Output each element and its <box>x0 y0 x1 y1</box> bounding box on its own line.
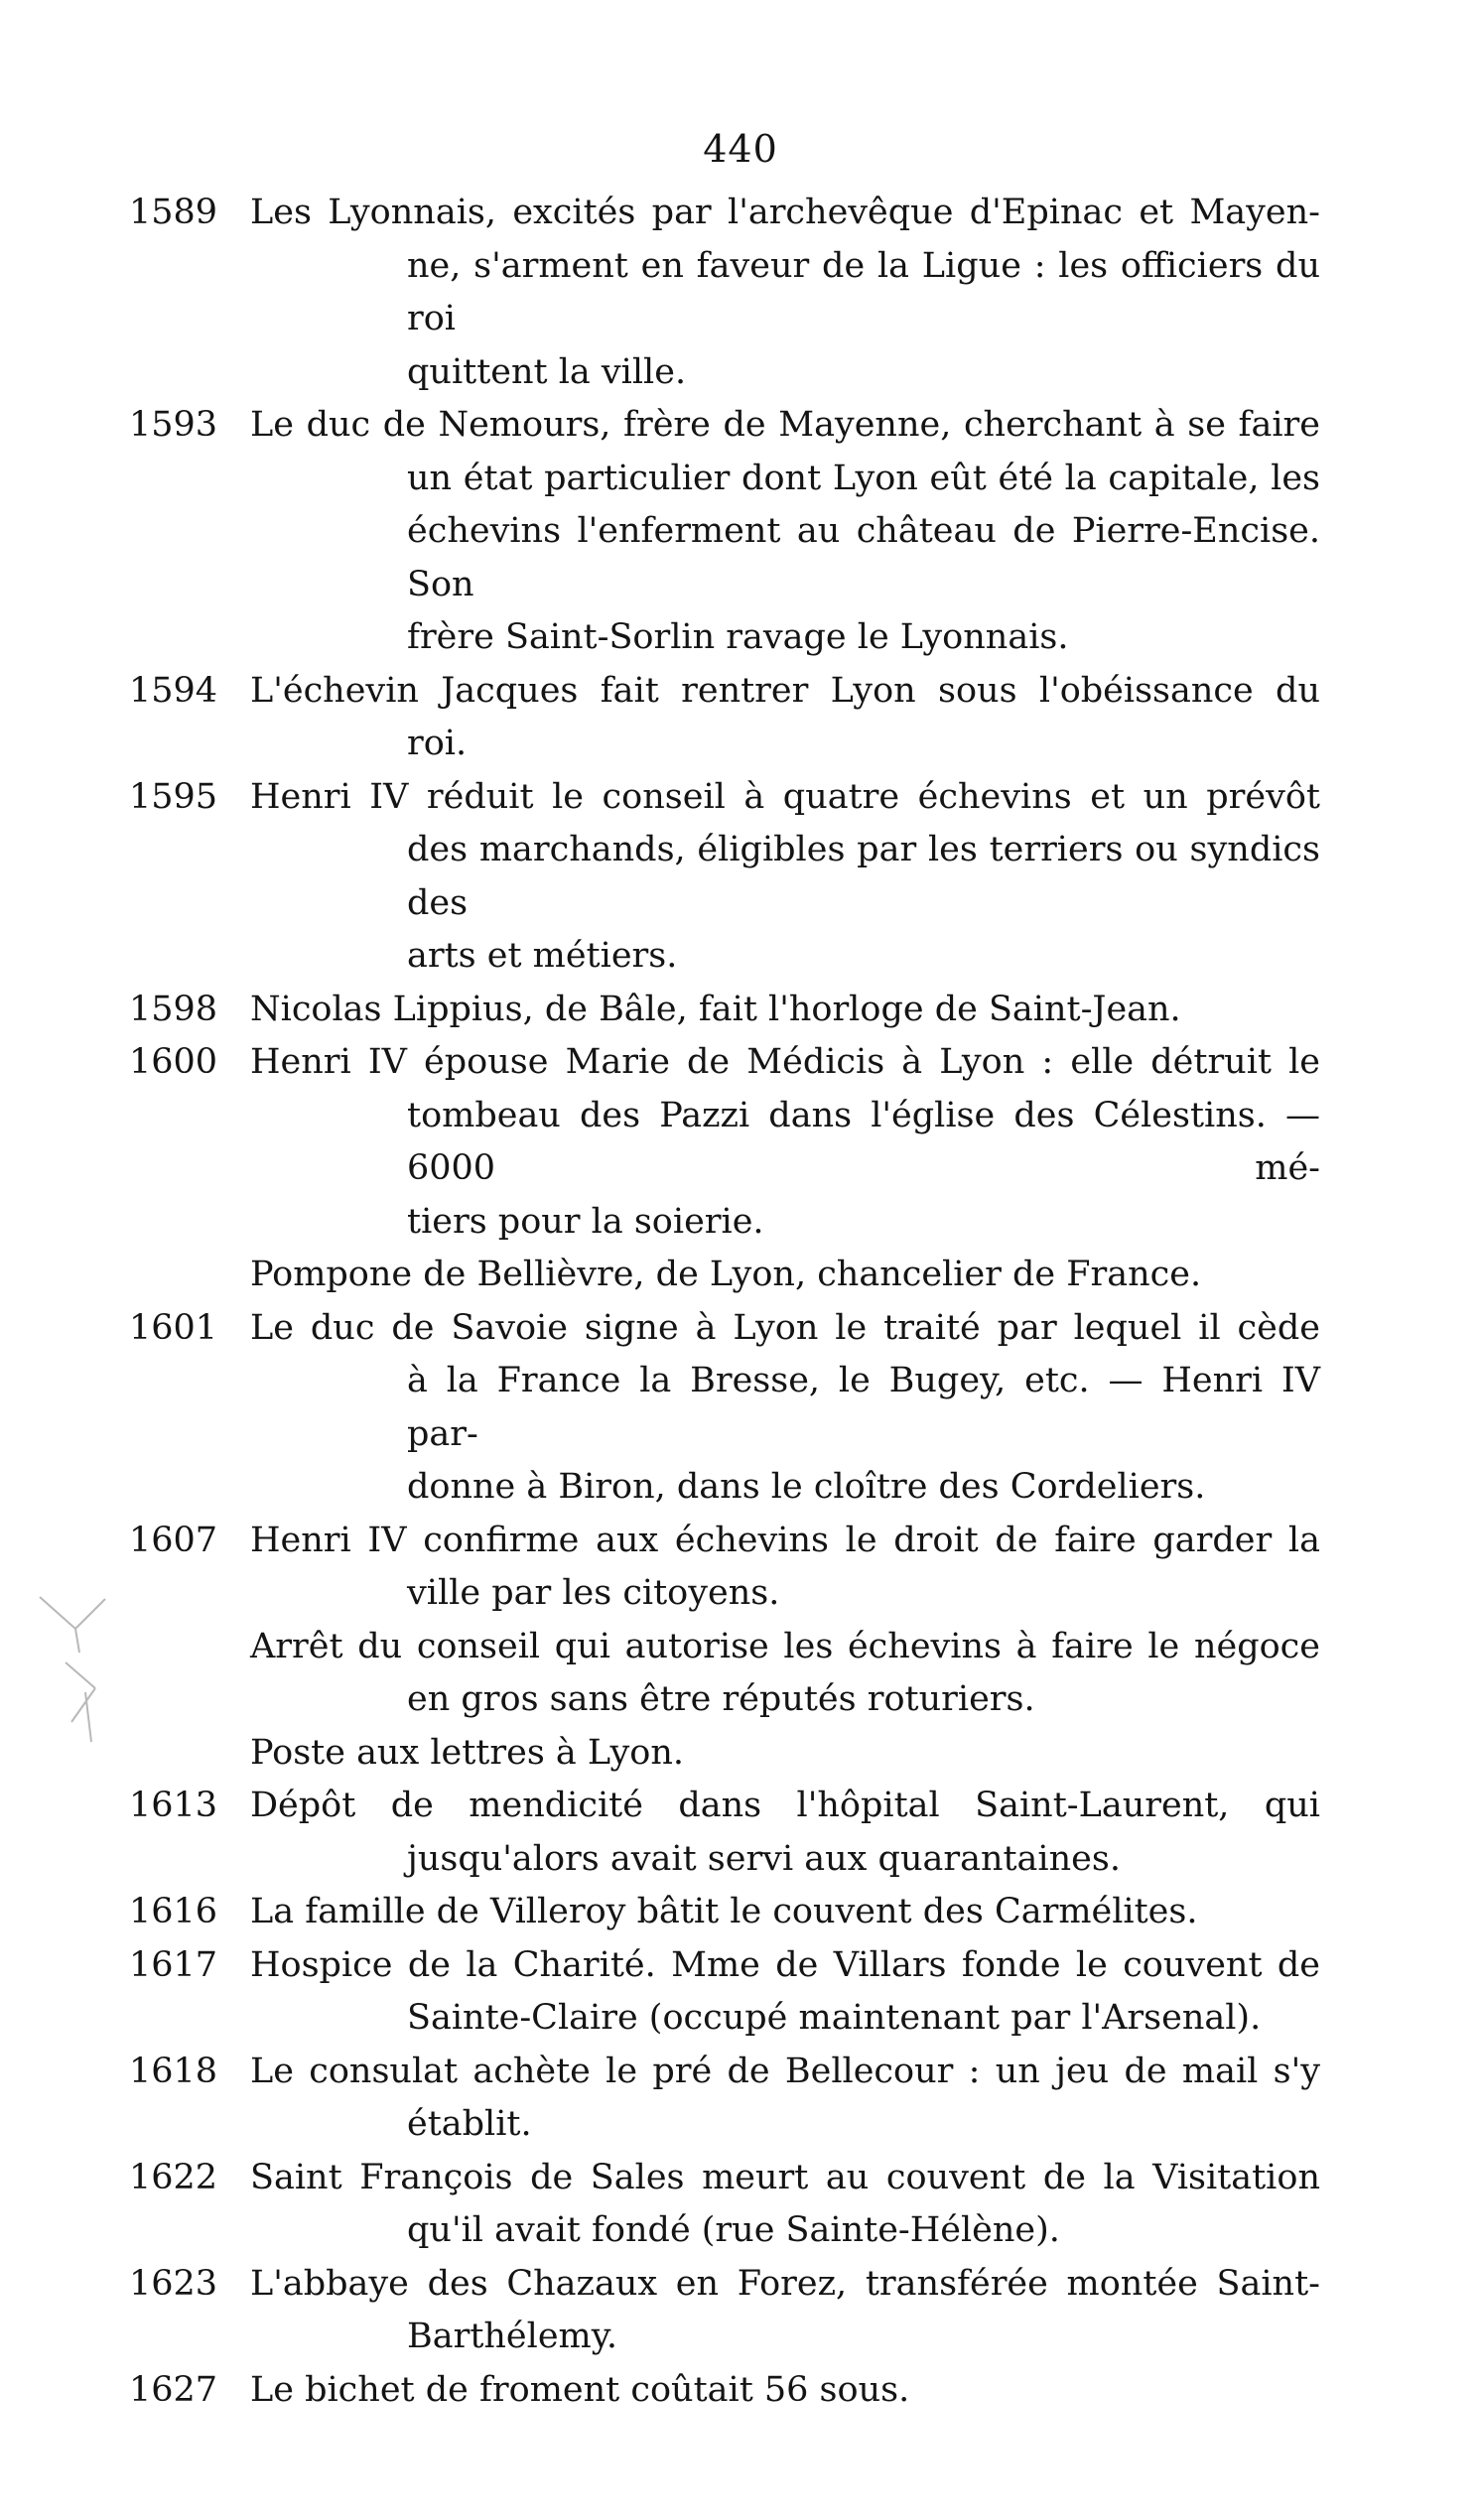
chronology-entry <box>129 1249 1320 1302</box>
entry-text-line: ville par les citoyens. <box>407 1573 780 1613</box>
chronology-entry <box>129 2258 1320 2364</box>
chronology-entry <box>129 1036 1320 1249</box>
entry-text-line: Henri IV épouse Marie de Médicis à Lyon : elle détruit le <box>250 1042 1320 1082</box>
entry-text-line: Le bichet de froment coûtait 56 sous. <box>250 2369 910 2410</box>
entry-text-line: ne, s'arment en faveur de la Ligue : les officiers du roi <box>407 245 1320 338</box>
entry-text-line: La famille de Villeroy bâtit le couvent des Carmélites. <box>250 1892 1198 1931</box>
entry-year: 1618 <box>129 2051 218 2091</box>
chronology-entry <box>129 399 1320 665</box>
chronology-entry <box>129 187 1320 399</box>
entry-text-line: Henri IV réduit le conseil à quatre échevins et un prévôt <box>250 776 1320 817</box>
entry-text-line: des marchands, éligibles par les terriers ou syndics des <box>407 830 1320 923</box>
entry-text-line: Poste aux lettres à Lyon. <box>250 1732 685 1773</box>
chronology-entry <box>129 984 1320 1037</box>
chronology-entry <box>129 2046 1320 2152</box>
entry-text-line: quittent la ville. <box>407 351 687 392</box>
entry-text-line: en gros sans être réputés roturiers. <box>407 1679 1035 1719</box>
chronology-entry <box>129 1302 1320 1515</box>
entry-text-line: tiers pour la soierie. <box>407 1201 764 1242</box>
chronology-entry <box>129 1780 1320 1886</box>
entry-text-line: un état particulier dont Lyon eût été la capitale, les <box>407 458 1320 498</box>
entry-year: 1616 <box>129 1892 218 1931</box>
entry-text-line: Le duc de Savoie signe à Lyon le traité par lequel il cède <box>250 1307 1320 1348</box>
chronology-entry <box>129 1515 1320 1621</box>
entry-year: 1595 <box>129 776 218 817</box>
entry-text-line: Le consulat achète le pré de Bellecour : un jeu de mail s'y <box>250 2051 1320 2091</box>
chronology-entry <box>129 771 1320 984</box>
entry-text-line: échevins l'enferment au château de Pierre-Encise. Son <box>407 511 1320 604</box>
entry-year: 1601 <box>129 1307 218 1348</box>
entry-year: 1607 <box>129 1520 218 1560</box>
entry-text-line: Nicolas Lippius, de Bâle, fait l'horloge de Saint-Jean. <box>250 989 1181 1029</box>
entry-text-line: tombeau des Pazzi dans l'église des Célestins. — 6000 mé- <box>407 1095 1320 1188</box>
entry-text-line: Les Lyonnais, excités par l'archevêque d'Epinac et Mayen- <box>250 193 1320 232</box>
entry-text-line: Dépôt de mendicité dans l'hôpital Saint-Laurent, qui <box>250 1786 1320 1825</box>
chronology-entry <box>129 1727 1320 1781</box>
entry-year: 1613 <box>129 1786 218 1825</box>
entry-text-line: roi. <box>407 724 468 763</box>
entry-text-line: frère Saint-Sorlin ravage le Lyonnais. <box>407 617 1069 657</box>
margin-pencil-marks-icon <box>36 1593 115 1752</box>
entry-year: 1627 <box>129 2369 218 2410</box>
entry-text-line: donne à Biron, dans le cloître des Cordeliers. <box>407 1467 1206 1507</box>
chronology-entry <box>129 1886 1320 1939</box>
chronology-entry <box>129 1939 1320 2046</box>
chronology-entry <box>129 665 1320 771</box>
entry-year: 1600 <box>129 1042 218 1082</box>
entry-text-line: Sainte-Claire (occupé maintenant par l'Arsenal). <box>407 1998 1262 2038</box>
chronology-entry <box>129 1621 1320 1727</box>
entry-year: 1589 <box>129 193 218 232</box>
entry-text-line: L'abbaye des Chazaux en Forez, transférée montée Saint- <box>250 2263 1320 2304</box>
entry-text-line: Barthélemy. <box>407 2317 617 2356</box>
entry-text-line: Le duc de Nemours, frère de Mayenne, cherchant à se faire <box>250 405 1320 445</box>
entry-text-line: arts et métiers. <box>407 936 678 976</box>
entry-text-line: Saint François de Sales meurt au couvent de la Visitation <box>250 2157 1320 2197</box>
chronology-entry <box>129 2152 1320 2258</box>
entry-year: 1593 <box>129 405 218 445</box>
entry-year: 1623 <box>129 2263 218 2304</box>
entry-year: 1594 <box>129 670 218 711</box>
entry-year: 1622 <box>129 2157 218 2197</box>
entry-text-line: à la France la Bresse, le Bugey, etc. — Henri IV par- <box>407 1361 1320 1454</box>
entry-text-line: Hospice de la Charité. Mme de Villars fonde le couvent de <box>250 1944 1320 1985</box>
entry-text-line: qu'il avait fondé (rue Sainte-Hélène). <box>407 2210 1060 2250</box>
entry-text-line: Arrêt du conseil qui autorise les échevins à faire le négoce <box>250 1626 1320 1666</box>
chronology-entry <box>129 2364 1320 2418</box>
chronology-list <box>129 187 1320 2417</box>
entry-text-line: L'échevin Jacques fait rentrer Lyon sous l'obéissance du <box>250 670 1320 711</box>
entry-year: 1617 <box>129 1944 218 1985</box>
entry-text-line: Pompone de Bellièvre, de Lyon, chancelier de France. <box>250 1255 1202 1294</box>
entry-year: 1598 <box>129 989 218 1029</box>
entry-text-line: établit. <box>407 2104 532 2144</box>
entry-text-line: Henri IV confirme aux échevins le droit de faire garder la <box>250 1520 1320 1560</box>
page-number: 440 <box>703 127 778 171</box>
entry-text-line: jusqu'alors avait servi aux quarantaines. <box>407 1838 1121 1879</box>
